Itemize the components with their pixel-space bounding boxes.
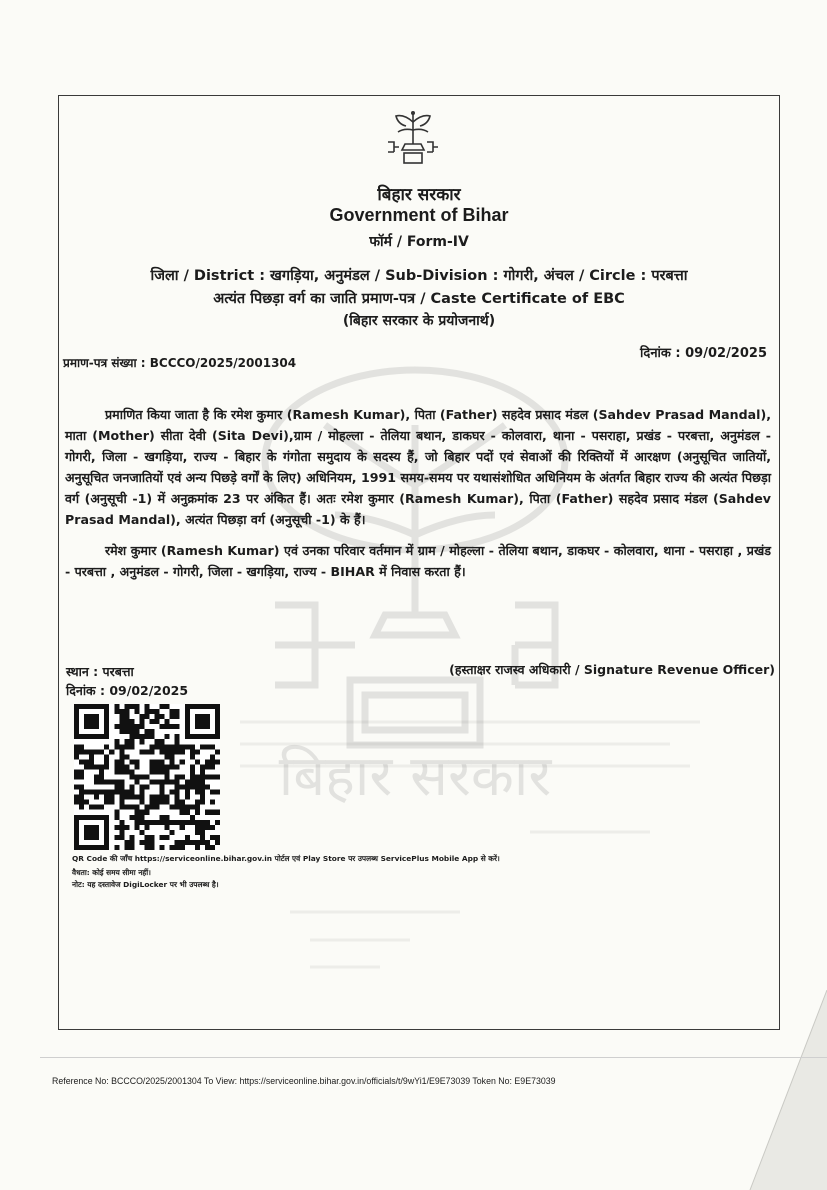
qr-code[interactable] <box>74 704 220 850</box>
certification-paragraph: प्रमाणित किया जाता है कि रमेश कुमार (Ramesh Kumar), पिता (Father) सहदेव प्रसाद मंडल (Sahdev Prasad Mandal), माता (Mother) सीता देवी (Sita Devi),ग्राम / मोहल्ला - तेलिया बथान, डाकघर - कोलवारा, थाना - पसराहा, प्रखंड - परबत्ता, अनुमंडल - गोगरी, जिला - खगड़िया, राज्य - बिहार के गंगोता समुदाय के सदस्य हैं, जो बिहार पदों एवं सेवाओं की रिक्तियों में आरक्षण (अनुसूचित जातियों, अनुसूचित जनजातियों एवं अन्य पिछड़े वर्गों के लिए) अधिनियम, 1991 समय-समय पर यथासंशोधित अधिनियम के अंतर्गत बिहार राज्य की अत्यंत पिछड़ा वर्ग (अनुसूची -1) में अनुक्रमांक 23 पर अंकित हैं। अतः रमेश कुमार (Ramesh Kumar), पिता (Father) सहदेव प्रसाद मंडल (Sahdev Prasad Mandal), अत्यंत पिछड़ा वर्ग (अनुसूची -1) के हैं। <box>65 407 771 527</box>
bihar-emblem-logo <box>384 108 442 166</box>
signature-officer: (हस्ताक्षर राजस्व अधिकारी / Signature Revenue Officer) <box>449 662 775 677</box>
form-number: फॉर्म / Form-IV <box>369 234 469 250</box>
certificate-purpose: (बिहार सरकार के प्रयोजनार्थ) <box>342 313 496 329</box>
govt-title-english: Government of Bihar <box>329 205 509 225</box>
qr-verify-note: QR Code की जाँच https://serviceonline.bihar.gov.in पोर्टल एवं Play Store पर उपलब्ध ServicePlus Mobile App से करें। <box>72 854 500 863</box>
certificate-date: दिनांक : 09/02/2025 <box>640 346 767 361</box>
signature-date: दिनांक : 09/02/2025 <box>66 683 189 698</box>
residence-paragraph: रमेश कुमार (Ramesh Kumar) एवं उनका परिवार वर्तमान में ग्राम / मोहल्ला - तेलिया बथान, डाकघर - कोलवारा, थाना - पसराहा , प्रखंड - परबत्ता , अनुमंडल - गोगरी, जिला - खगड़िया, राज्य - BIHAR में निवास करता हैं। <box>65 543 771 579</box>
signature-place: स्थान : परबत्ता <box>66 664 134 679</box>
watermark-text: बिहार सरकार <box>278 744 552 809</box>
footer-divider <box>40 1057 827 1058</box>
validity-note: वैधता: कोई समय सीमा नहीं। <box>72 868 151 877</box>
certificate-title: अत्यंत पिछड़ा वर्ग का जाति प्रमाण-पत्र / Caste Certificate of EBC <box>213 291 625 307</box>
certificate-number: प्रमाण-पत्र संख्या : BCCCO/2025/2001304 <box>63 356 297 370</box>
digilocker-note: नोट: यह दस्तावेज DigiLocker पर भी उपलब्ध है। <box>72 880 219 889</box>
footer-reference: Reference No: BCCCO/2025/2001304 To View: https://serviceonline.bihar.gov.in/officials/t/9wYi1/E9E73039 Token No: E9E73039 <box>52 1076 556 1086</box>
govt-title-hindi: बिहार सरकार <box>377 185 461 205</box>
district-line: जिला / District : खगड़िया, अनुमंडल / Sub-Division : गोगरी, अंचल / Circle : परबत्ता <box>150 268 688 284</box>
